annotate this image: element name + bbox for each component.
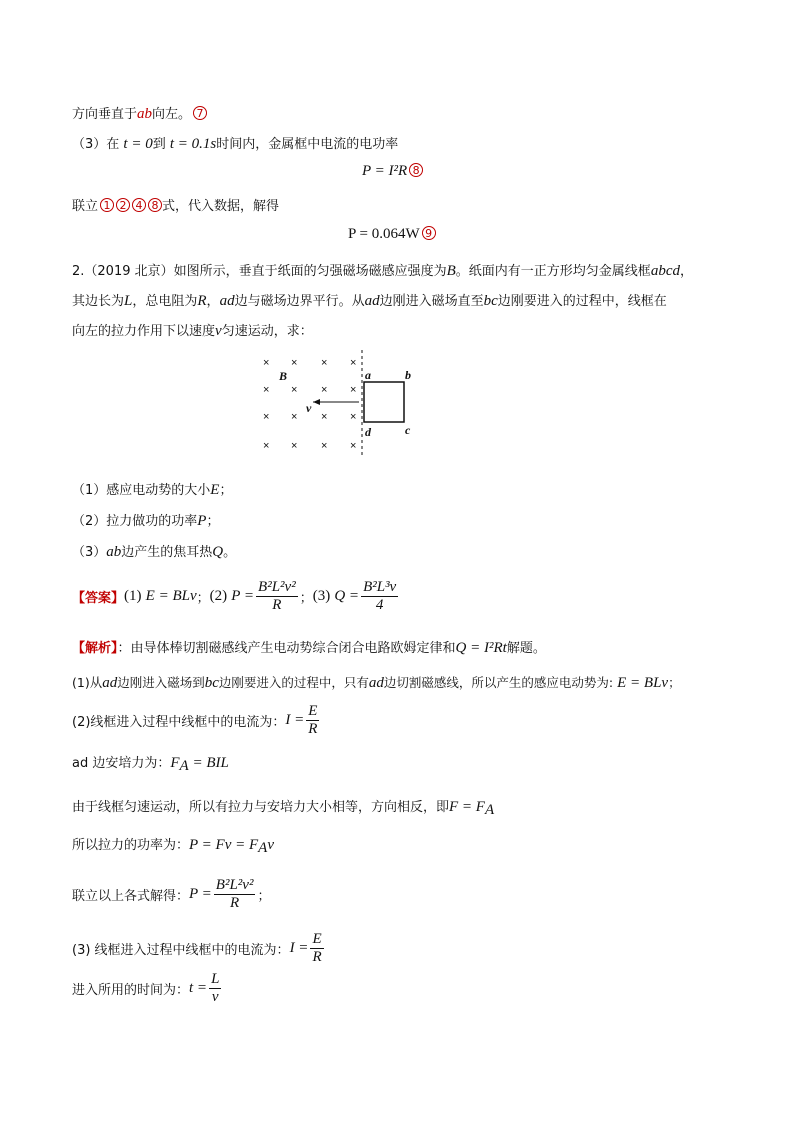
equation-number-7: 7	[193, 106, 207, 120]
math-time-fraction	[209, 971, 221, 1006]
text: 边刚要进入的过程中，只有	[218, 675, 369, 690]
text: 匀速运动，求：	[221, 324, 313, 339]
math-power-formula: P = I²R	[362, 163, 408, 179]
subscript: A	[179, 758, 189, 774]
ref-2: 2	[116, 198, 130, 212]
text: ：由导体棒切割磁感线产生电动势综合闭合电路欧姆定律和	[117, 641, 456, 656]
answer-emf: E = BLv	[145, 587, 197, 604]
text: ；	[219, 483, 233, 498]
var-v: v	[215, 323, 222, 339]
text: 由于线框匀速运动，所以有拉力与安培力大小相等，方向相反，即	[72, 800, 450, 815]
cross: ×	[291, 384, 298, 396]
text: 方向垂直于	[72, 107, 138, 122]
text: 边刚进入磁场到	[117, 675, 205, 690]
text: 向左。	[152, 107, 192, 122]
analysis-step-2	[72, 698, 321, 742]
math-power-lhs: P =	[189, 885, 212, 902]
text: （2）拉力做功的功率	[72, 514, 198, 529]
equation-8	[362, 163, 423, 180]
math-current-fraction	[306, 703, 319, 738]
cross: ×	[350, 411, 357, 423]
text: 边产生的焦耳热	[121, 545, 213, 560]
cross: ×	[291, 357, 298, 369]
var-ad: ad	[368, 675, 384, 691]
part-label: (3)	[312, 587, 331, 604]
var-L: L	[124, 293, 133, 309]
text: 时间内，金属框中电流的电功率	[216, 137, 399, 152]
text: 向左的拉力作用下以速度	[72, 324, 216, 339]
text: 。纸面内有一正方形均匀金属线框	[455, 264, 651, 279]
label-B: B	[279, 369, 288, 383]
equation-number-9: 9	[422, 226, 436, 240]
cross: ×	[321, 440, 328, 452]
analysis-step-1	[72, 673, 681, 692]
text: ，总电阻为	[132, 294, 198, 309]
ref-1: 1	[100, 198, 114, 212]
numerator: B²L²v²	[258, 578, 296, 595]
cross: ×	[291, 411, 298, 423]
text: (2)线框进入过程中线框中的电流为：	[72, 714, 286, 730]
subscript: A	[258, 840, 268, 856]
cross: ×	[291, 440, 298, 452]
var-bc: bc	[204, 675, 219, 691]
var-Q: Q	[212, 544, 224, 560]
text: 进入所用的时间为：	[72, 982, 190, 998]
text: 到	[152, 137, 166, 152]
math-ampere-force-rhs: = BIL	[188, 755, 229, 771]
solution-line-part3	[72, 133, 398, 153]
math-current-lhs: I =	[285, 711, 305, 728]
math-power: P = Fv = F	[189, 837, 259, 853]
math-power-result: P = 0.064W	[348, 226, 420, 242]
math-ampere-force: F	[170, 755, 180, 771]
velocity-arrowhead-icon	[313, 399, 320, 405]
question-3	[72, 541, 236, 561]
var-bc: bc	[483, 293, 498, 309]
problem-2-line-1: 2.（2019 北京）如图所示，垂直于纸面的匀强磁场磁感应强度为B。纸面内有一正方形均匀金属线框abcd，	[72, 263, 693, 279]
var-ab: ab	[106, 544, 122, 560]
solution-line-combine	[72, 195, 279, 214]
analysis-step-3	[72, 752, 229, 772]
text: 联立以上各式解得：	[72, 888, 190, 904]
denominator: v	[211, 988, 219, 1005]
math-time-lhs: t =	[189, 979, 208, 996]
denominator: R	[312, 948, 322, 965]
text: （3）	[72, 545, 107, 560]
analysis-step-8	[72, 966, 223, 1010]
problem-2-line-2	[72, 290, 667, 310]
math-force-balance: F = F	[449, 799, 485, 815]
magnetic-field-diagram	[255, 350, 425, 455]
text: 式，代入数据，解得	[162, 199, 280, 214]
answer-power-lhs: P =	[231, 587, 255, 604]
cross: ×	[321, 411, 328, 423]
var-ad: ad	[102, 675, 118, 691]
label-v: v	[306, 401, 312, 415]
text: ；	[257, 888, 271, 904]
var-B: B	[446, 263, 456, 279]
text: 其边长为	[72, 294, 125, 309]
cross: ×	[263, 384, 270, 396]
cross: ×	[350, 357, 357, 369]
text: 所以拉力的功率为：	[72, 838, 190, 853]
ref-4: 4	[132, 198, 146, 212]
text: （1）感应电动势的大小	[72, 483, 211, 498]
text: ；	[668, 675, 681, 690]
cross: ×	[263, 440, 270, 452]
text: 边切割磁感线，所以产生的感应电动势为:	[383, 675, 614, 690]
denominator: R	[272, 596, 282, 613]
text: (3) 线框进入过程中线框中的电流为：	[72, 942, 290, 958]
denominator: 4	[375, 596, 384, 613]
analysis-tag: 【解析】	[72, 641, 118, 656]
solution-line-direction	[72, 103, 207, 123]
text: 边与磁场边界平行。从	[234, 294, 365, 309]
label-d: d	[365, 425, 371, 439]
var-ad: ad	[364, 293, 380, 309]
cross: ×	[321, 384, 328, 396]
problem-2-line-3	[72, 320, 313, 340]
cross: ×	[350, 384, 357, 396]
text: ；	[206, 514, 220, 529]
var-R: R	[197, 293, 207, 309]
label-c: c	[405, 423, 411, 437]
var-E: E	[210, 482, 220, 498]
answer-heat-fraction	[361, 579, 398, 614]
label-a: a	[365, 368, 371, 382]
text: (1)从	[72, 675, 103, 690]
text: ad 边安培力为：	[72, 756, 171, 771]
text: ，	[206, 294, 220, 309]
part-label: (2)	[209, 587, 228, 604]
text: 解题。	[506, 641, 546, 656]
math-t0: t = 0	[123, 136, 153, 152]
analysis-step-5	[72, 834, 274, 854]
var-abcd: abcd	[650, 263, 680, 279]
cross: ×	[321, 357, 328, 369]
text: ；	[299, 590, 313, 606]
part-label: (1)	[124, 587, 142, 604]
question-1	[72, 479, 232, 499]
math-current-fraction	[310, 931, 323, 966]
text: 联立	[72, 199, 99, 214]
denominator: R	[230, 894, 240, 911]
answer-line	[72, 574, 400, 618]
var-ad: ad	[219, 293, 235, 309]
math-t1: t = 0.1s	[169, 136, 217, 152]
var-P: P	[197, 513, 207, 529]
analysis-intro	[72, 637, 546, 657]
text: 边刚要进入的过程中，线框在	[497, 294, 667, 309]
text: ；	[196, 590, 210, 606]
equation-9	[348, 226, 436, 243]
denominator: R	[308, 720, 318, 737]
text: （3）在	[72, 137, 120, 152]
analysis-step-4	[72, 796, 494, 816]
equation-number-8: 8	[409, 163, 423, 177]
question-2	[72, 510, 219, 530]
answer-heat-lhs: Q =	[334, 587, 360, 604]
numerator: B²L³v	[363, 578, 397, 595]
numerator: B²L²v²	[215, 876, 254, 893]
text: 边刚进入磁场直至	[379, 294, 484, 309]
numerator: L	[211, 970, 220, 987]
answer-tag: 【答案】	[72, 590, 125, 606]
math-current-lhs: I =	[289, 939, 309, 956]
numerator: E	[312, 930, 322, 947]
var-ab: ab	[137, 106, 153, 122]
analysis-step-6	[72, 872, 270, 916]
answer-power-fraction	[256, 579, 298, 614]
var-v: v	[267, 837, 274, 853]
cross: ×	[263, 357, 270, 369]
square-wire-frame	[364, 382, 404, 422]
analysis-step-7	[72, 926, 326, 970]
label-b: b	[405, 368, 411, 382]
cross: ×	[350, 440, 357, 452]
text: 2.（2019 北京）如图所示，垂直于纸面的匀强磁场磁感应强度为	[72, 264, 447, 279]
ref-8: 8	[148, 198, 162, 212]
text: 。	[223, 545, 237, 560]
math-emf: E = BLv	[617, 675, 669, 691]
math-power-fraction	[214, 877, 256, 912]
subscript: A	[484, 802, 495, 818]
numerator: E	[308, 702, 318, 719]
cross: ×	[263, 411, 270, 423]
math-joule-law: Q = I²Rt	[455, 640, 507, 656]
